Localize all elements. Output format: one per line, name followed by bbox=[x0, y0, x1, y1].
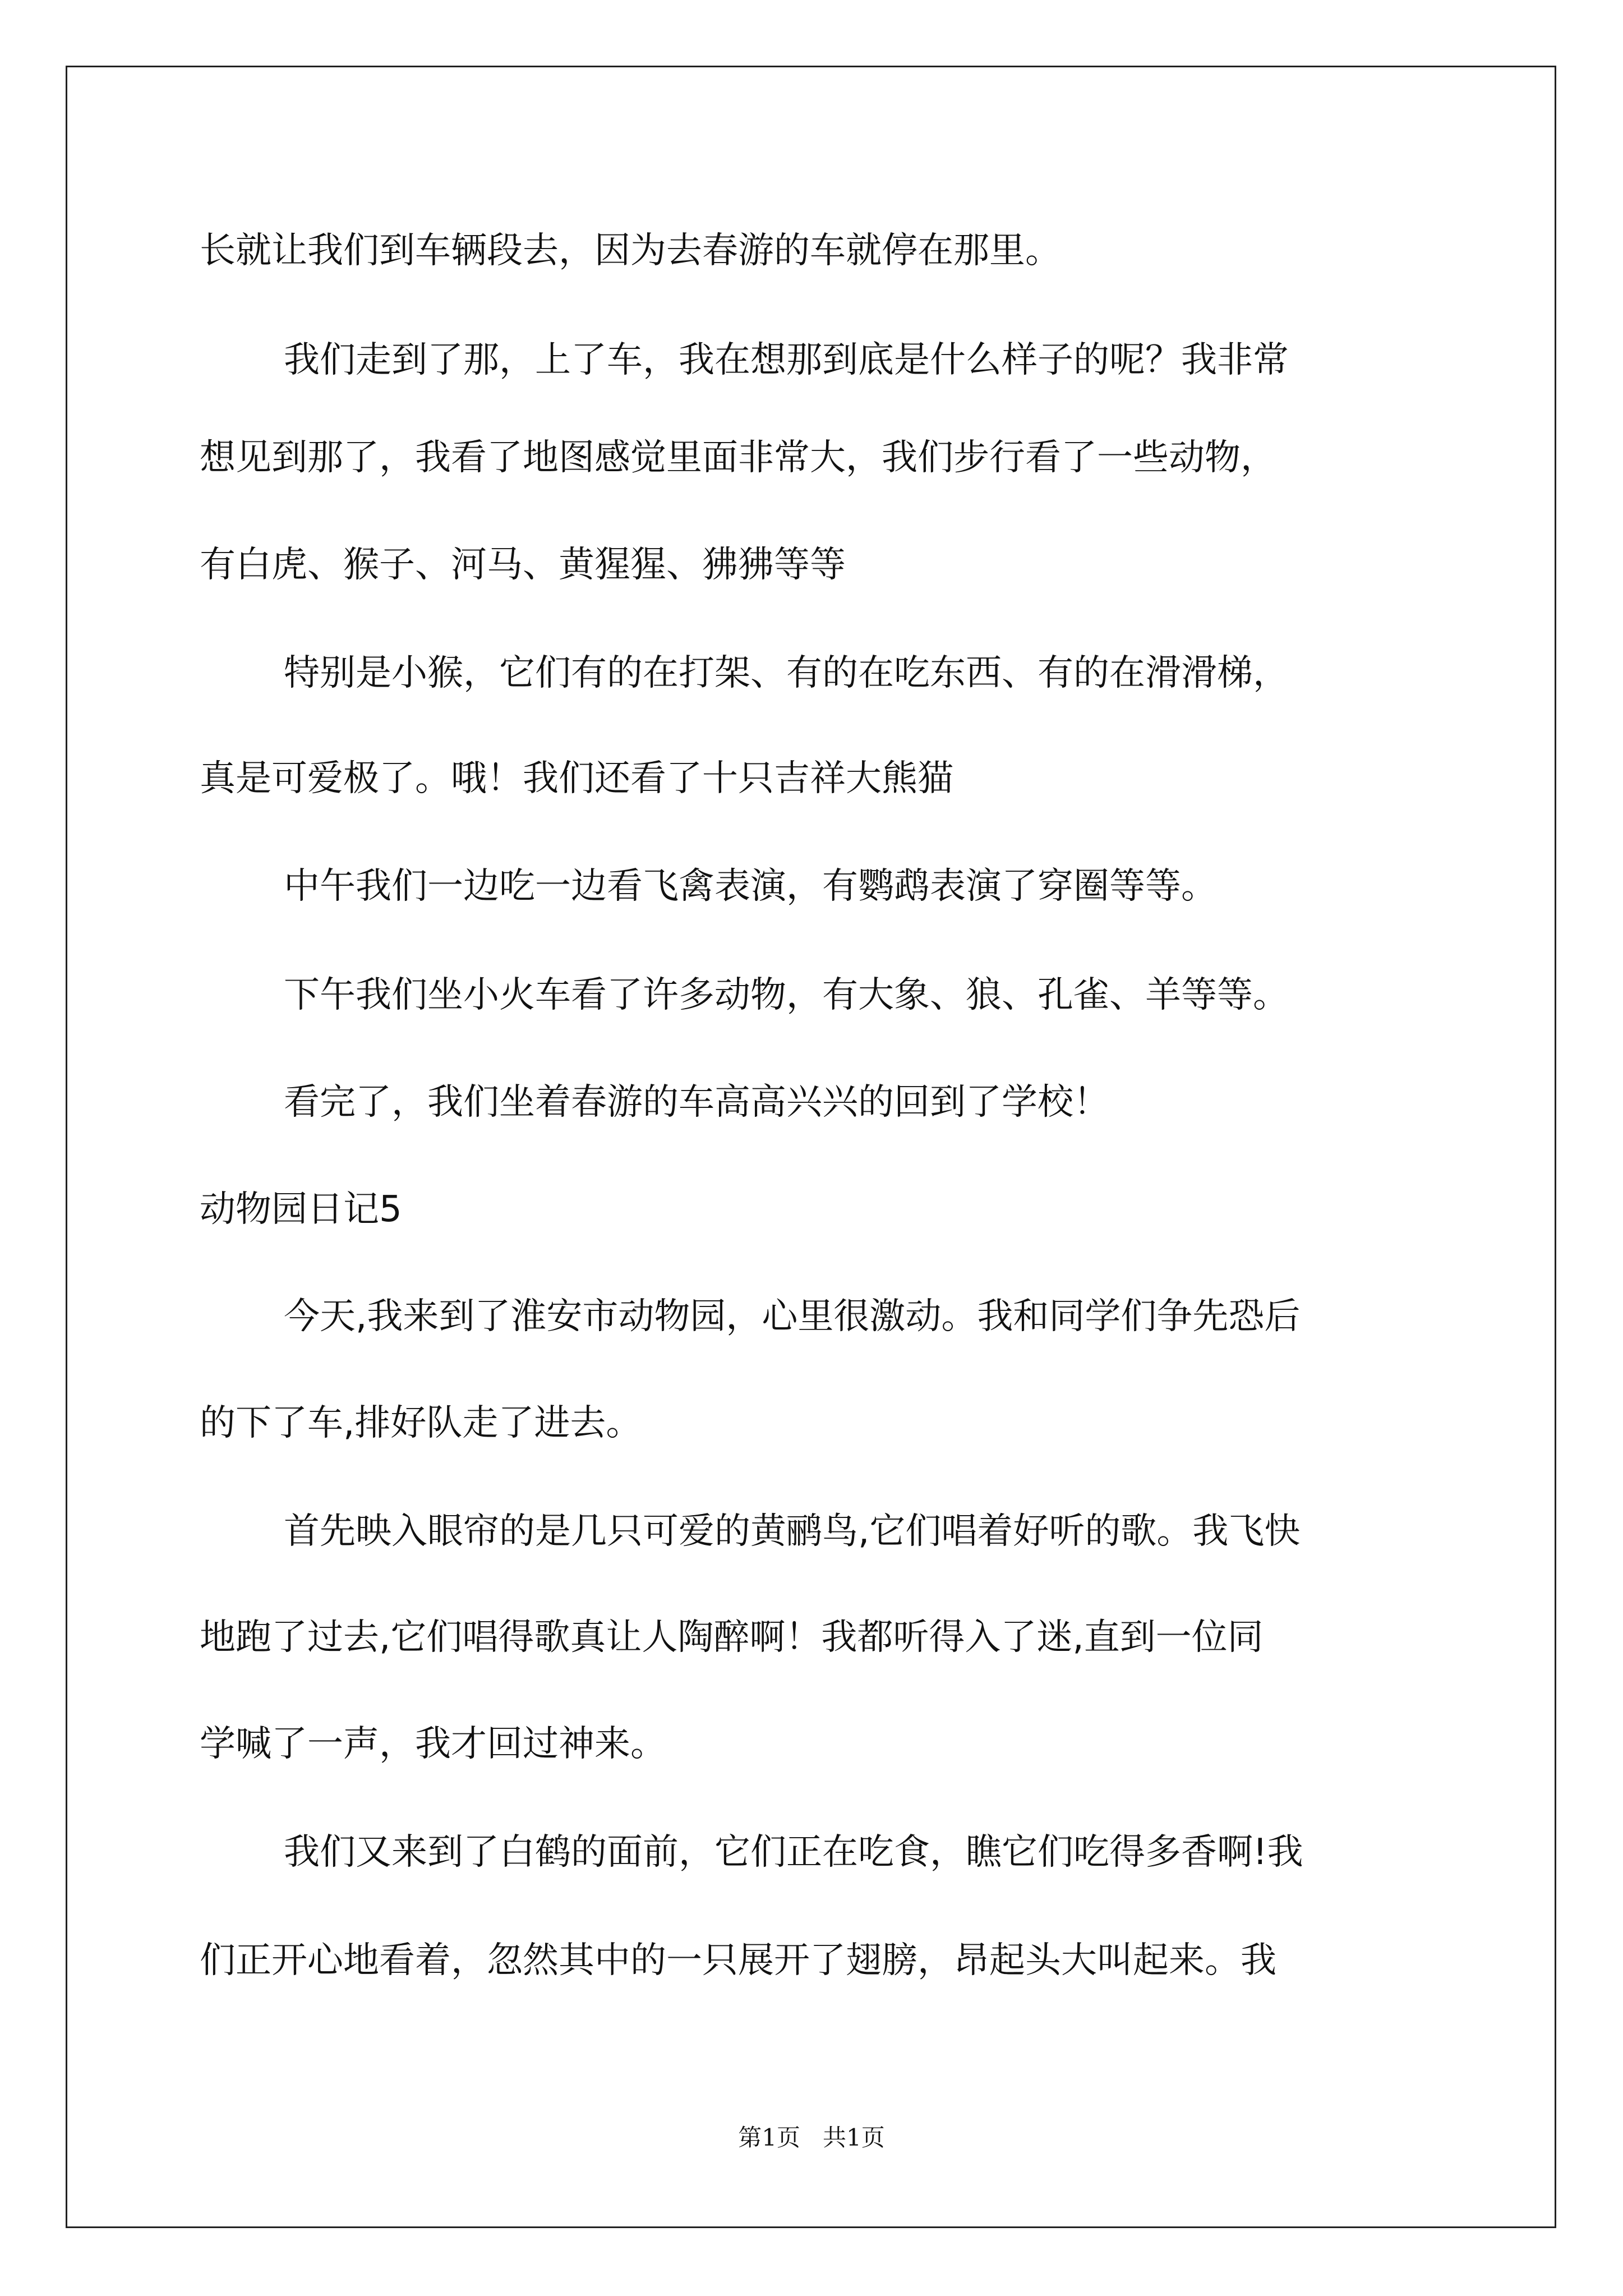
text-line: 想见到那了，我看了地图感觉里面非常大，我们步行看了一些动物， bbox=[200, 437, 1276, 478]
text-line: 学喊了一声，我才回过神来。 bbox=[200, 1723, 666, 1765]
page-footer bbox=[0, 2126, 1623, 2150]
paragraph-start-line: 看完了，我们坐着春游的车高高兴兴的回到了学校！ bbox=[284, 1082, 1109, 1123]
text-line: 的下了车,排好队走了进去。 bbox=[200, 1402, 642, 1444]
text-line: 真是可爱极了。哦！我们还看了十只吉祥大熊猫 bbox=[200, 758, 953, 799]
paragraph-start-line: 今天,我来到了淮安市动物园，心里很激动。我和同学们争先恐后 bbox=[284, 1296, 1301, 1337]
paragraph-start-line: 特别是小猴，它们有的在打架、有的在吃东西、有的在滑滑梯， bbox=[284, 652, 1289, 694]
text-line: 们正开心地看着，忽然其中的一只展开了翅膀，昂起头大叫起来。我 bbox=[200, 1940, 1276, 1981]
paragraph-start-line: 首先映入眼帘的是几只可爱的黄鹂鸟,它们唱着好听的歌。我飞快 bbox=[284, 1511, 1301, 1552]
page-total: 共1页 bbox=[823, 2124, 885, 2151]
paragraph-start-line: 下午我们坐小火车看了许多动物，有大象、狼、孔雀、羊等等。 bbox=[284, 974, 1289, 1016]
text-line: 有白虎、猴子、河马、黄猩猩、狒狒等等 bbox=[200, 544, 846, 586]
paragraph-start-line: 中午我们一边吃一边看飞禽表演，有鹦鹉表演了穿圈等等。 bbox=[284, 866, 1217, 907]
page-number: 第1页 bbox=[738, 2124, 800, 2151]
paragraph-start-line: 我们又来到了白鹤的面前，它们正在吃食，瞧它们吃得多香啊!我 bbox=[284, 1832, 1303, 1873]
section-heading: 动物园日记5 bbox=[200, 1189, 402, 1230]
text-line: 地跑了过去,它们唱得歌真让人陶醉啊！我都听得入了迷,直到一位同 bbox=[200, 1617, 1264, 1658]
text-line: 长就让我们到车辆段去，因为去春游的车就停在那里。 bbox=[200, 230, 1061, 272]
paragraph-start-line: 我们走到了那，上了车，我在想那到底是什么样子的呢？我非常 bbox=[284, 339, 1289, 381]
page-frame bbox=[66, 66, 1556, 2228]
